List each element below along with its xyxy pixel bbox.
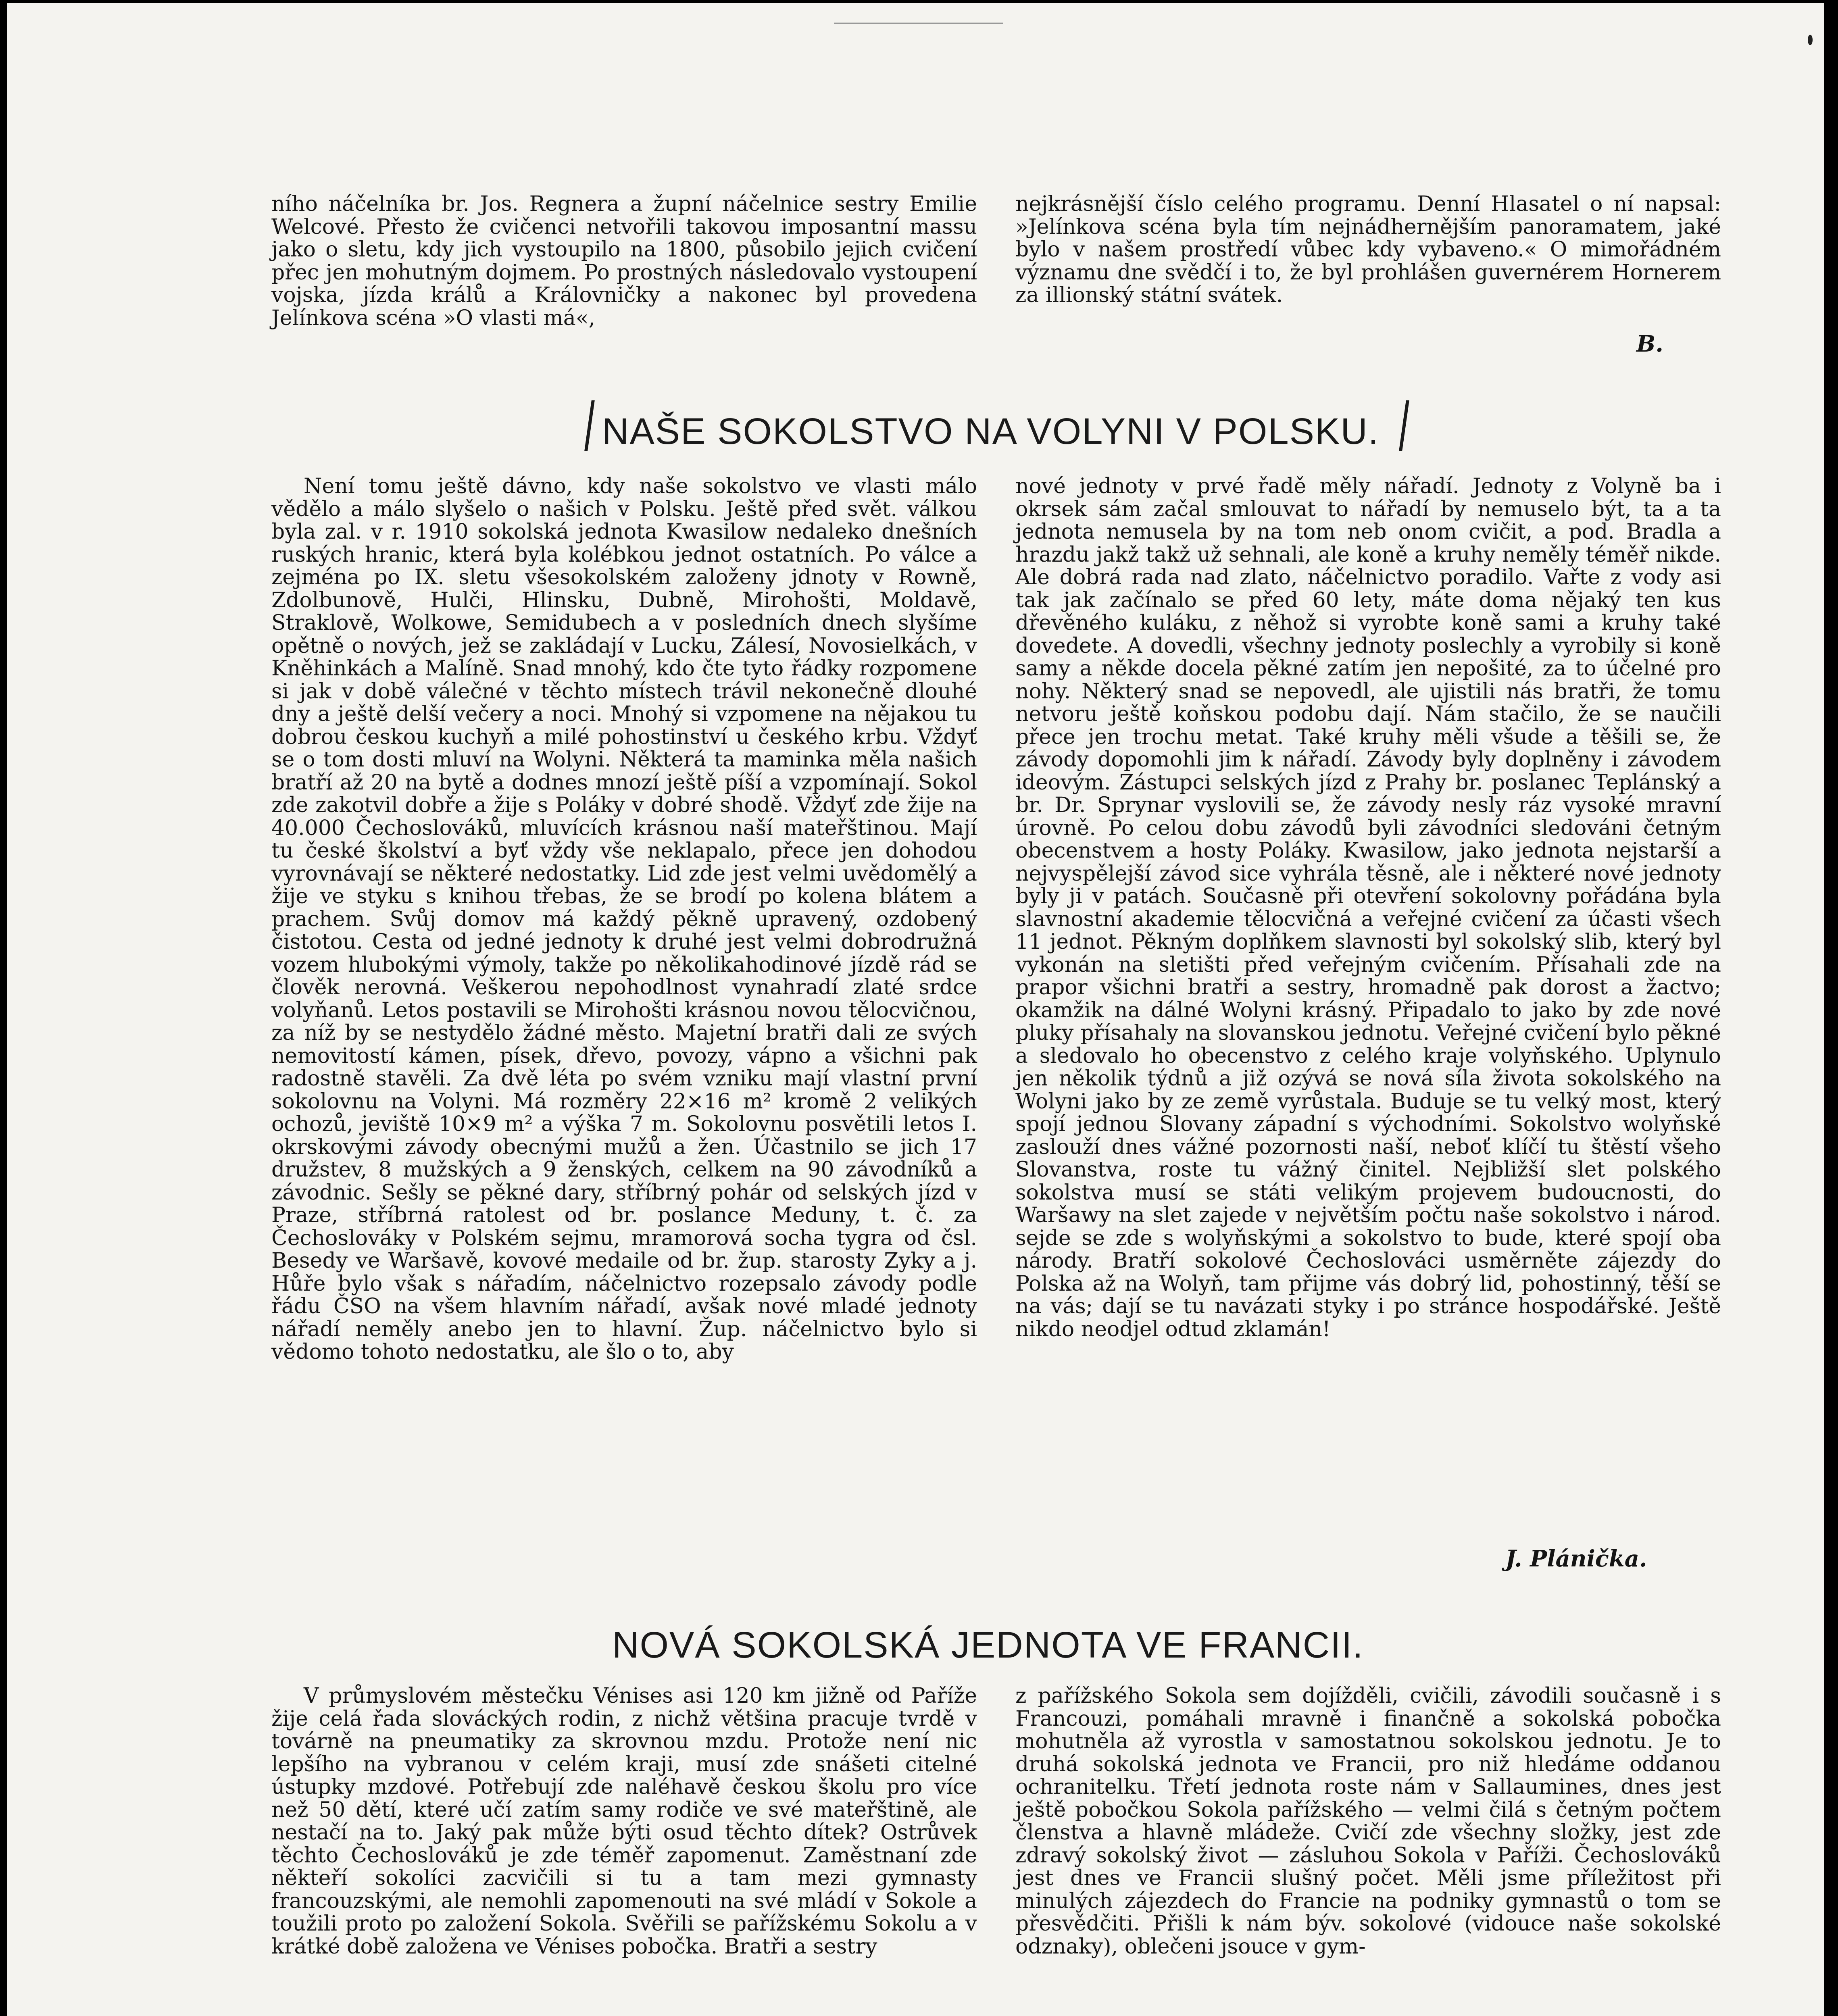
article2-left-text: V průmyslovém městečku Vénises asi 120 km jižně od Paříže žije celá řada slováckých rodin, z nichž většina pracuje tvrdě v továrně na pneumatiky za skrovnou mzdu. Protože není nic lepšího na vybranou v celém kraji, musí zde snášeti citelné ústupky mzdové. Potřebují zde naléhavě českou školu pro více než 50 dětí, které učí zatím samy rodiče ve své mateřštině, ale nestačí na to. Jaký pak může býti osud těchto dítek? Ostrůvek těchto Čechoslováků je zde téměř zapomenut. Zaměstnaní zde někteří sokolíci zacvičili si tu a tam mezi gymnasty francouzskými, ale nemohli zapomenouti na své mládí v Sokole a toužili proto po založení Sokola. Svěřili se pařížskému Sokolu a v krátké době založena ve Vénises pobočka. Bratři a sestry	[271, 1684, 977, 1959]
intro-left-column	[271, 193, 977, 329]
intro-signature: B.	[1636, 331, 1663, 357]
intro-right-text: nejkrásnější číslo celého programu. Denní Hlasatel o ní napsal: »Jelínkova scéna byla tím nejnádhernějším panoramatem, jaké bylo v našem prostředí vůbec kdy vybaveno.« O mimořádném významu dne svědčí i to, že byl prohlášen guvernérem Hornerem za illionský státní svátek.	[1015, 192, 1721, 307]
article1-left-text: Není tomu ještě dávno, kdy naše sokolstvo ve vlasti málo vědělo a málo slyšelo o našich v Polsku. Ještě před svět. válkou byla zal. v r. 1910 sokolská jednota Kwasilow nedaleko dnešních ruských hranic, která byla kolébkou jednot ostatních. Po válce a zejména po IX. sletu všesokolském založeny jdnoty v Rowně, Zdolbunově, Hulči, Hlinsku, Dubně, Mirohošti, Moldavě, Straklově, Wolkowe, Semidubech a v posledních dnech slyšíme opětně o nových, jež se zakládají v Lucku, Zálesí, Novosielkách, v Kněhinkách a Malíně. Snad mnohý, kdo čte tyto řádky rozpomene si jak v době válečné v těchto místech trávil nekonečně dlouhé dny a ještě delší večery a noci. Mnohý si vzpomene na nějakou tu dobrou českou kuchyň a milé pohostinství u českého krbu. Vždyť se o tom dosti mluví na Wolyni. Některá ta maminka měla našich bratří až 20 na bytě a dodnes mnozí ještě píší a vzpomínají. Sokol zde zakotvil dobře a žije s Poláky v dobré shodě. Vždyť zde žije na 40.000 Čechoslováků, mluvících krásnou naší mateřštinou. Mají tu české školství a byť vždy vše neklapalo, přece jen dohodou vyrovnávají se některé nedostatky. Lid zde jest velmi uvědomělý a žije ve styku s knihou třebas, že se brodí po kolena blátem a prachem. Svůj domov má každý pěkně upravený, ozdobený čistotou. Cesta od jedné jednoty k druhé jest velmi dobrodružná vozem hlubokými výmoly, takže po několikahodinové jízdě rád se člověk nerovná. Veškerou nepohodlnost vynahradí zlaté srdce volyňanů. Letos postavili se Mirohošti krásnou novou tělocvičnou, za níž by se nestydělo žádné město. Majetní bratři dali ze svých nemovitostí kámen, písek, dřevo, povozy, vápno a všichni pak radostně stavěli. Za dvě léta po svém vzniku mají vlastní první sokolovnu na Volyni. Má rozměry 22×16 m² kromě 2 velikých ochozů, jeviště 10×9 m² a výška 7 m. Sokolovnu posvětili letos I. okrskovými závody obecnými mužů a žen. Účastnilo se jich 17 družstev, 8 mužských a 9 ženských, celkem na 90 závodníků a závodnic. Sešly se pěkné dary, stříbrný pohár od selských jízd v Praze, stříbrná ratolest od br. poslance Meduny, t. č. za Čechoslováky v Polském sejmu, mramorová socha tygra od čsl. Besedy ve Waršavě, kovové medaile od br. žup. starosty Zyky a j. Hůře bylo však s nářadím, náčelnictvo rozepsalo závody podle řádu ČSO na všem hlavním nářadí, avšak nové mladé jednoty nářadí neměly anebo jen to hlavní. Žup. náčelnictvo bylo si vědomo tohoto nedostatku, ale šlo o to, aby	[271, 474, 977, 1364]
article2-left-column	[271, 1685, 977, 1958]
article1-right-column	[1015, 475, 1721, 1341]
article1-right-text: nové jednoty v prvé řadě měly nářadí. Jednoty z Volyně ba i okrsek sám začal smlouvat to nářadí by nemuselo být, ta a ta jednota nemusela by na tom neb onom cvičit, a pod. Bradla a hrazdu jakž takž už sehnali, ale koně a kruhy neměly téměř nikde. Ale dobrá rada nad zlato, náčelnictvo poradilo. Vařte z vody asi tak jak začínalo se před 60 lety, máte doma nějaký ten kus dřevěného kuláku, z něhož si vyrobte koně sami a kruhy také dovedete. A dovedli, všechny jednoty poslechly a vyrobily si koně samy a někde docela pěkné zatím jen nepošité, za to účelné pro nohy. Některý snad se nepovedl, ale ujistili nás bratři, že tomu netvoru ještě koňskou podobu dají. Nám stačilo, že se naučili přece jen trochu metat. Také kruhy měli všude a těšili se, že závody dopomohli jim k nářadí. Závody byly doplněny i závodem ideovým. Zástupci selských jízd z Prahy br. poslanec Teplánský a br. Dr. Sprynar vyslovili se, že závody nesly ráz vysoké mravní úrovně. Po celou dobu závodů byli závodníci sledováni četným obecenstvem a hosty Poláky. Kwasilow, jako jednota nejstarší a nejvyspělejší závod sice vyhrála těsně, ale i některé nové jednoty byly ji v patách. Současně při otevření sokolovny pořádána byla slavnostní akademie tělocvičná a veřejné cvičení za účasti všech 11 jednot. Pěkným doplňkem slavnosti byl sokolský slib, který byl vykonán na sletišti před veřejným cvičením. Přísahali zde na prapor všichni bratři a sestry, hromadně pak dorost a žactvo; okamžik na dálné Wolyni krásný. Připadalo to jako by zde nové pluky přísahaly na slovanskou jednotu. Veřejné cvičení bylo pěkné a sledovalo ho obecenstvo z celého kraje volyňského. Uplynulo jen několik týdnů a již ozývá se nová síla života sokolského na Wolyni jako by ze země vyrůstala. Buduje se tu velký most, který spojí jednou Slovany západní s východními. Sokolstvo wolyňské zaslouží dnes vážné pozornosti naší, neboť klíčí tu štěstí všeho Slovanstva, roste tu vážný činitel. Nejbližší slet polského sokolstva musí se státi velikým projevem budoucnosti, do Waršawy na slet zajede v největším počtu naše sokolstvo i národ. sejde se zde s wolyňskými a sokolstvo to bude, které spojí oba národy. Bratří sokolové Čechoslováci usměrněte zájezdy do Polska až na Wolyň, tam přijme vás dobrý lid, pohostinný, těší se na vás; dají se tu navázati styky i po stránce hospodářské. Ještě nikdo neodjel odtud zklamán!	[1015, 474, 1721, 1341]
article2-title: NOVÁ SOKOLSKÁ JEDNOTA VE FRANCII.	[612, 1624, 1364, 1666]
article2-right-text: z pařížského Sokola sem dojížděli, cvičili, závodili současně i s Francouzi, pomáhali mravně i finančně a sokolská pobočka mohutněla až vyrostla v samostatnou sokolskou jednotu. Je to druhá sokolská jednota ve Francii, pro niž hledáme oddanou ochranitelku. Třetí jednota roste nám v Sallaumines, dnes jest ještě pobočkou Sokola pařížského — velmi čilá s četným počtem členstva a hlavně mládeže. Cvičí zde všechny složky, jest zde zdravý sokolský život — zásluhou Sokola v Paříži. Čechoslováků jest dnes ve Francii slušný počet. Měli jsme příležitost při minulých zájezdech do Francie na podniky gymnastů o tom se přesvědčiti. Přišli k nám býv. sokolové (vidouce naše sokolské odznaky), oblečeni jsouce v gym-	[1015, 1684, 1721, 1959]
article2-right-column	[1015, 1685, 1721, 1958]
intro-right-column	[1015, 193, 1721, 307]
document-page	[7, 3, 1824, 2016]
intro-left-text: ního náčelníka br. Jos. Regnera a župní náčelnice sestry Emilie Welcové. Přesto že cvičenci netvořili takovou imposantní massu jako o sletu, kdy jich vystoupilo na 1800, působilo jejich cvičení přec jen mohutným dojmem. Po prostných následovalo vystoupení vojska, jízda králů a Královničky a nakonec byl provedena Jelínkova scéna »O vlasti má«,	[271, 192, 977, 330]
scan-mark	[834, 23, 1003, 24]
title-bracket-left	[584, 400, 595, 451]
scan-speck	[1808, 35, 1813, 45]
article1-signature: J. Plánička.	[1505, 1545, 1647, 1572]
article1-left-column	[271, 475, 977, 1364]
title-bracket-right	[1399, 400, 1409, 451]
article1-title: NAŠE SOKOLSTVO NA VOLYNI V POLSKU.	[602, 411, 1380, 452]
